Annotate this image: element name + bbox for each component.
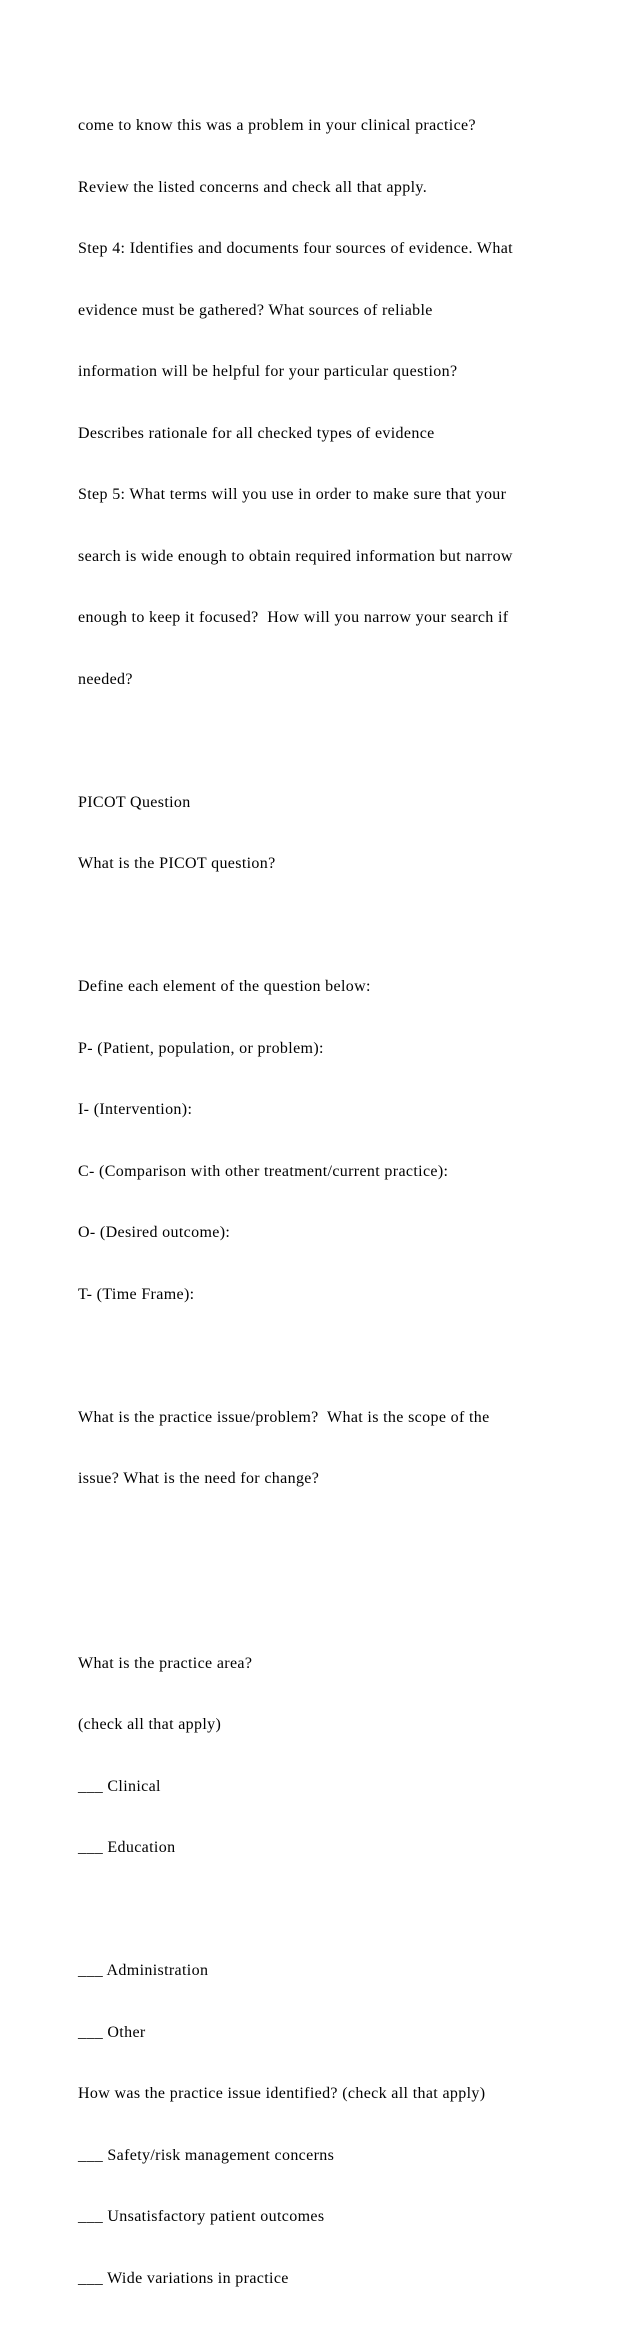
- text-line: What is the practice issue/problem? What is the scope of the: [78, 1408, 490, 1426]
- blank-line: [78, 1531, 618, 1552]
- blank-line: [78, 916, 618, 937]
- picot-element-o: O- (Desired outcome):: [78, 1224, 231, 1241]
- text-line: Step 4: Identifies and documents four sources of evidence. What: [78, 240, 513, 257]
- checklist-item-education: ___ Education: [78, 1839, 176, 1856]
- section-heading: PICOT Question: [78, 793, 191, 811]
- text-line: evidence must be gathered? What sources of reliable: [78, 301, 433, 319]
- document-text: [78, 75, 618, 2330]
- checklist-item-administration: ___ Administration: [78, 1962, 209, 1979]
- text-line: needed?: [78, 670, 133, 688]
- blank-line: [78, 1346, 618, 1367]
- text-line: information will be helpful for your particular question?: [78, 363, 458, 380]
- checklist-item-outcomes: ___ Unsatisfactory patient outcomes: [78, 2208, 325, 2225]
- picot-element-p: P- (Patient, population, or problem):: [78, 1039, 324, 1057]
- text-line: Step 5: What terms will you use in order to make sure that your: [78, 486, 507, 503]
- picot-element-c: C- (Comparison with other treatment/current practice):: [78, 1162, 449, 1180]
- blank-line: [78, 1592, 618, 1613]
- checklist-item-safety: ___ Safety/risk management concerns: [78, 2146, 335, 2164]
- text-line: What is the PICOT question?: [78, 855, 276, 872]
- text-line: Define each element of the question below:: [78, 978, 371, 995]
- checklist-item-other: ___ Other: [78, 2023, 146, 2041]
- checklist-item-clinical: ___ Clinical: [78, 1777, 161, 1795]
- text-line: What is the practice area?: [78, 1654, 253, 1672]
- text-line: Describes rationale for all checked types of evidence: [78, 424, 435, 442]
- text-line: issue? What is the need for change?: [78, 1470, 320, 1487]
- text-line: enough to keep it focused? How will you narrow your search if: [78, 609, 509, 626]
- text-line: (check all that apply): [78, 1716, 222, 1733]
- blank-line: [78, 731, 618, 752]
- text-line: come to know this was a problem in your clinical practice?: [78, 117, 476, 134]
- text-line: How was the practice issue identified? (check all that apply): [78, 2085, 486, 2102]
- blank-line: [78, 1900, 618, 1921]
- text-line: Review the listed concerns and check all that apply.: [78, 178, 428, 196]
- text-line: search is wide enough to obtain required information but narrow: [78, 547, 513, 565]
- picot-element-t: T- (Time Frame):: [78, 1285, 195, 1303]
- checklist-item-variations: ___ Wide variations in practice: [78, 2269, 289, 2287]
- picot-element-i: I- (Intervention):: [78, 1101, 193, 1118]
